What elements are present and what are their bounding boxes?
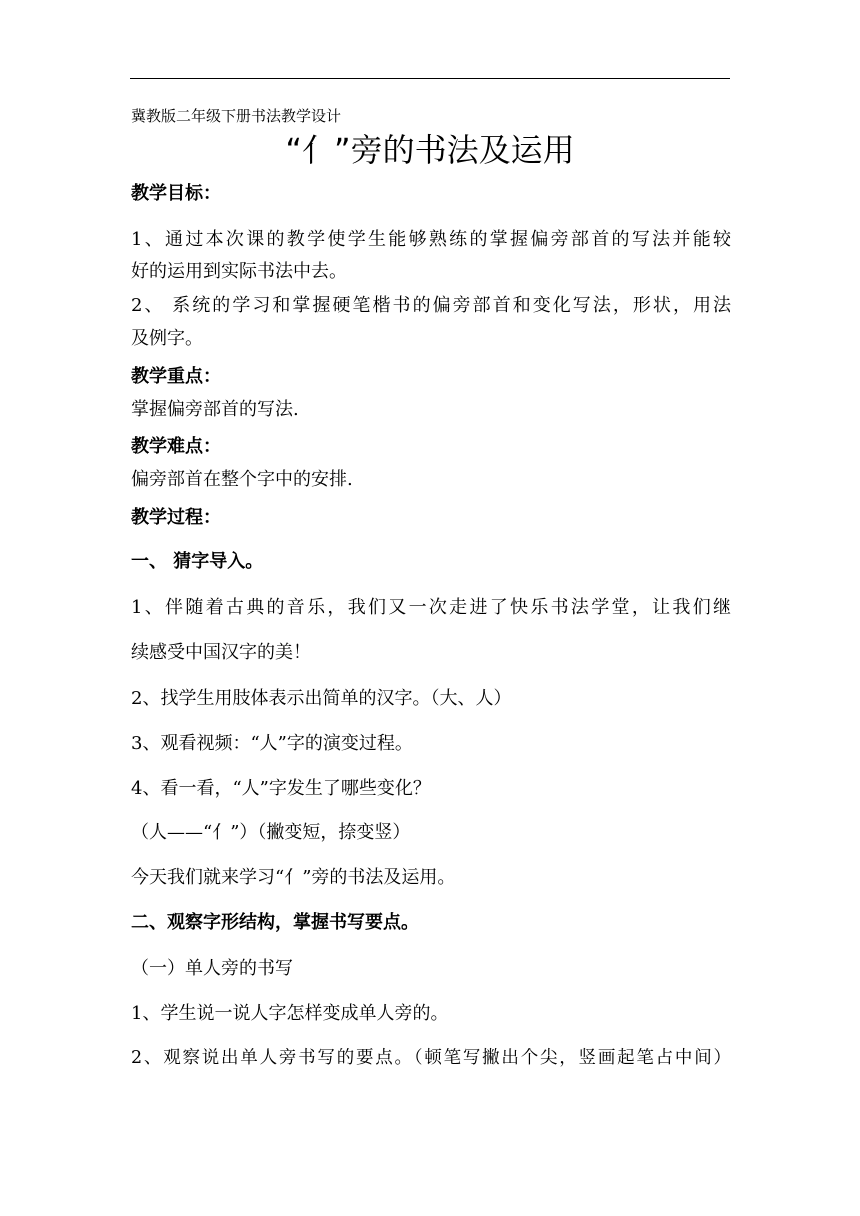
page-header: 冀教版二年级下册书法教学设计: [131, 107, 342, 125]
step-3: 3、观看视频：“人”字的演变过程。: [131, 733, 413, 754]
process-heading: 教学过程：: [131, 507, 221, 528]
objective-1-line-1: 1、通过本次课的教学使学生能够熟练的掌握偏旁部首的写法并能较: [131, 229, 731, 250]
section-2-heading: 二、观察字形结构，掌握书写要点。: [131, 912, 419, 933]
section-1-heading: 一、 猜字导入。: [131, 551, 264, 572]
key-points-heading: 教学重点：: [131, 366, 221, 387]
document-title: “亻”旁的书法及运用: [285, 131, 575, 169]
objective-1-line-2: 好的运用到实际书法中去。: [131, 261, 347, 282]
sub-step-2: 2、观察说出单人旁书写的要点。（顿笔写撇出个尖，竖画起笔占中间）: [131, 1048, 731, 1068]
objective-2-line-2: 及例字。: [131, 328, 203, 349]
sub-step-1: 1、学生说一说人字怎样变成单人旁的。: [131, 1003, 449, 1024]
step-4: 4、看一看，“人”字发生了哪些变化？: [131, 778, 431, 799]
subsection-1-heading: （一）单人旁的书写: [131, 958, 293, 979]
key-points-text: 掌握偏旁部首的写法.: [131, 399, 299, 420]
difficulty-text: 偏旁部首在整个字中的安排.: [131, 469, 353, 490]
difficulty-heading: 教学难点：: [131, 436, 221, 457]
header-rule: [130, 78, 730, 79]
step-4-note: （人——“亻”）（撇变短，捺变竖）: [131, 822, 411, 843]
objective-2-line-1: 2、 系统的学习和掌握硬笔楷书的偏旁部首和变化写法，形状，用法: [131, 295, 731, 316]
step-1-line-2: 续感受中国汉字的美！: [131, 642, 311, 663]
step-1-line-1: 1、伴随着古典的音乐，我们又一次走进了快乐书法学堂，让我们继: [131, 597, 731, 618]
objectives-heading: 教学目标：: [131, 183, 221, 204]
intro-line: 今天我们就来学习“亻”旁的书法及运用。: [131, 867, 456, 888]
step-2: 2、找学生用肢体表示出简单的汉字。（大、人）: [131, 688, 512, 709]
